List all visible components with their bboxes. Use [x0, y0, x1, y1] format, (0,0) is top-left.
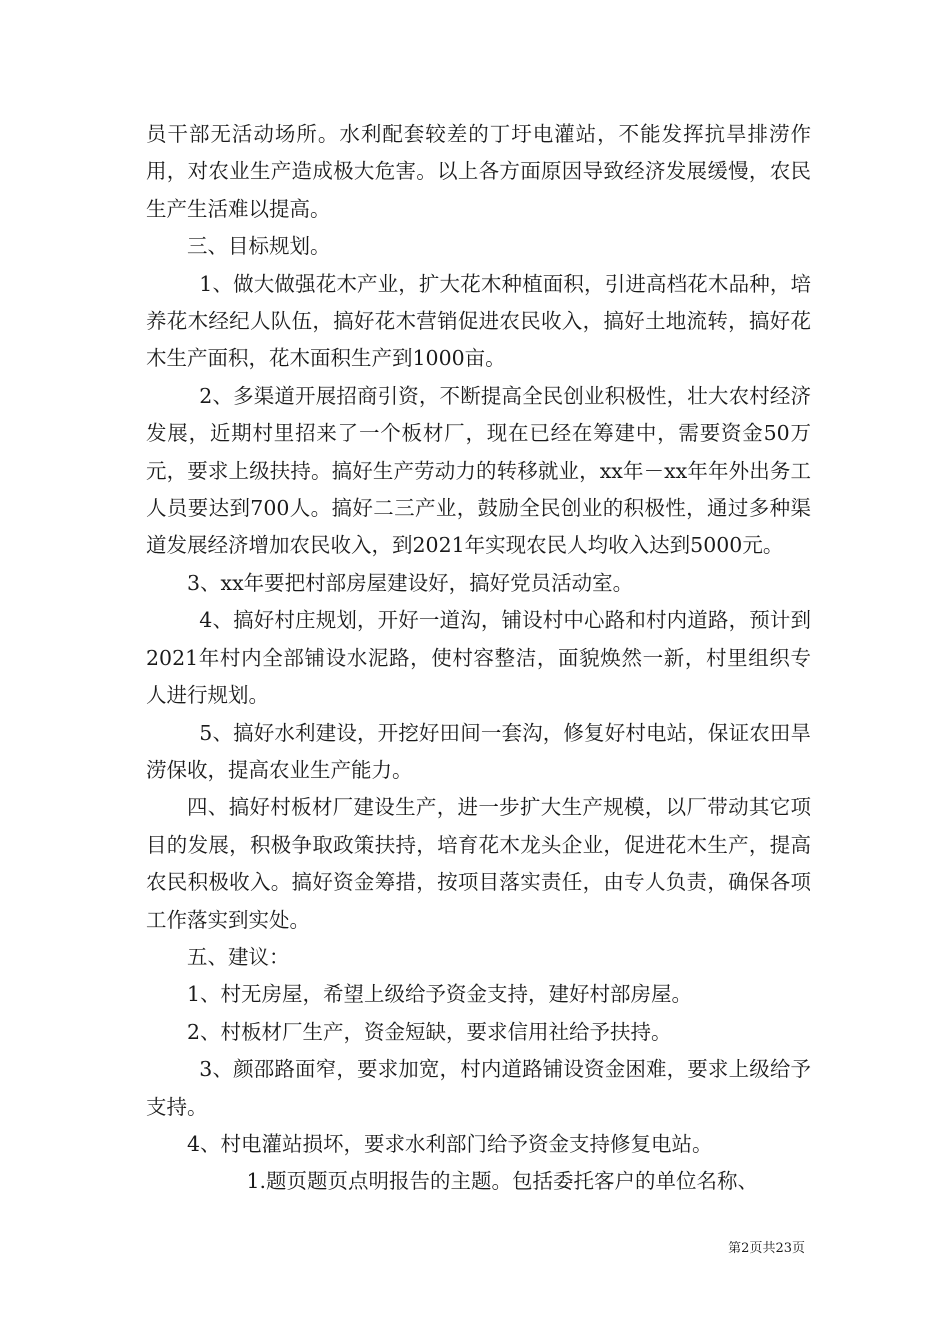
paragraph-0: 员干部无活动场所。水利配套较差的丁圩电灌站，不能发挥抗旱排涝作用，对农业生产造成极大危害。以上各方面原因导致经济发展缓慢，农民生产生活难以提高。 [146, 122, 811, 221]
goal-item-2: 2、多渠道开展招商引资，不断提高全民创业积极性，壮大农村经济发展，近期村里招来了一个板材厂，现在已经在筹建中，需要资金50万元，要求上级扶持。搞好生产劳动力的转移就业，xx年－xx年年外出务工人员要达到700人。搞好二三产业，鼓励全民创业的积极性，通过多种渠道发展经济增加农民收入，到2021年实现农民人均收入达到5000元。 [146, 383, 811, 558]
page-number-footer: 第2页共23页 [728, 1241, 805, 1256]
suggestion-item-1: 1、村无房屋，希望上级给予资金支持，建好村部房屋。 [187, 982, 693, 1007]
section-heading-goals: 三、目标规划。 [187, 234, 331, 259]
goal-item-5: 5、搞好水利建设，开挖好田间一套沟，修复好村电站，保证农田旱涝保收，提高农业生产能力。 [146, 720, 811, 782]
goal-item-3: 3、xx年要把村部房屋建设好，搞好党员活动室。 [187, 570, 634, 595]
suggestion-item-3: 3、颜邵路面窄，要求加宽，村内道路铺设资金困难，要求上级给予支持。 [146, 1057, 811, 1119]
suggestion-item-4: 4、村电灌站损坏，要求水利部门给予资金支持修复电站。 [187, 1131, 713, 1156]
document-body [146, 116, 811, 1201]
report-note-title-page: 1.题页题页点明报告的主题。包括委托客户的单位名称、 [246, 1169, 758, 1194]
section-heading-suggestions: 五、建议： [187, 944, 290, 969]
goal-item-4: 4、搞好村庄规划，开好一道沟，铺设村中心路和村内道路，预计到2021年村内全部铺设水泥路，使村容整洁，面貌焕然一新，村里组织专人进行规划。 [146, 608, 811, 708]
suggestion-item-2: 2、村板材厂生产，资金短缺，要求信用社给予扶持。 [187, 1019, 672, 1044]
goal-item-1: 1、做大做强花木产业，扩大花木种植面积，引进高档花木品种，培养花木经纪人队伍，搞好花木营销促进农民收入，搞好土地流转，搞好花木生产面积，花木面积生产到1000亩。 [146, 271, 811, 371]
section-heading-factory: 四、搞好村板材厂建设生产，进一步扩大生产规模，以厂带动其它项目的发展，积极争取政策扶持，培育花木龙头企业，促进花木生产，提高农民积极收入。搞好资金筹措，按项目落实责任，由专人负责，确保各项工作落实到实处。 [146, 795, 811, 932]
